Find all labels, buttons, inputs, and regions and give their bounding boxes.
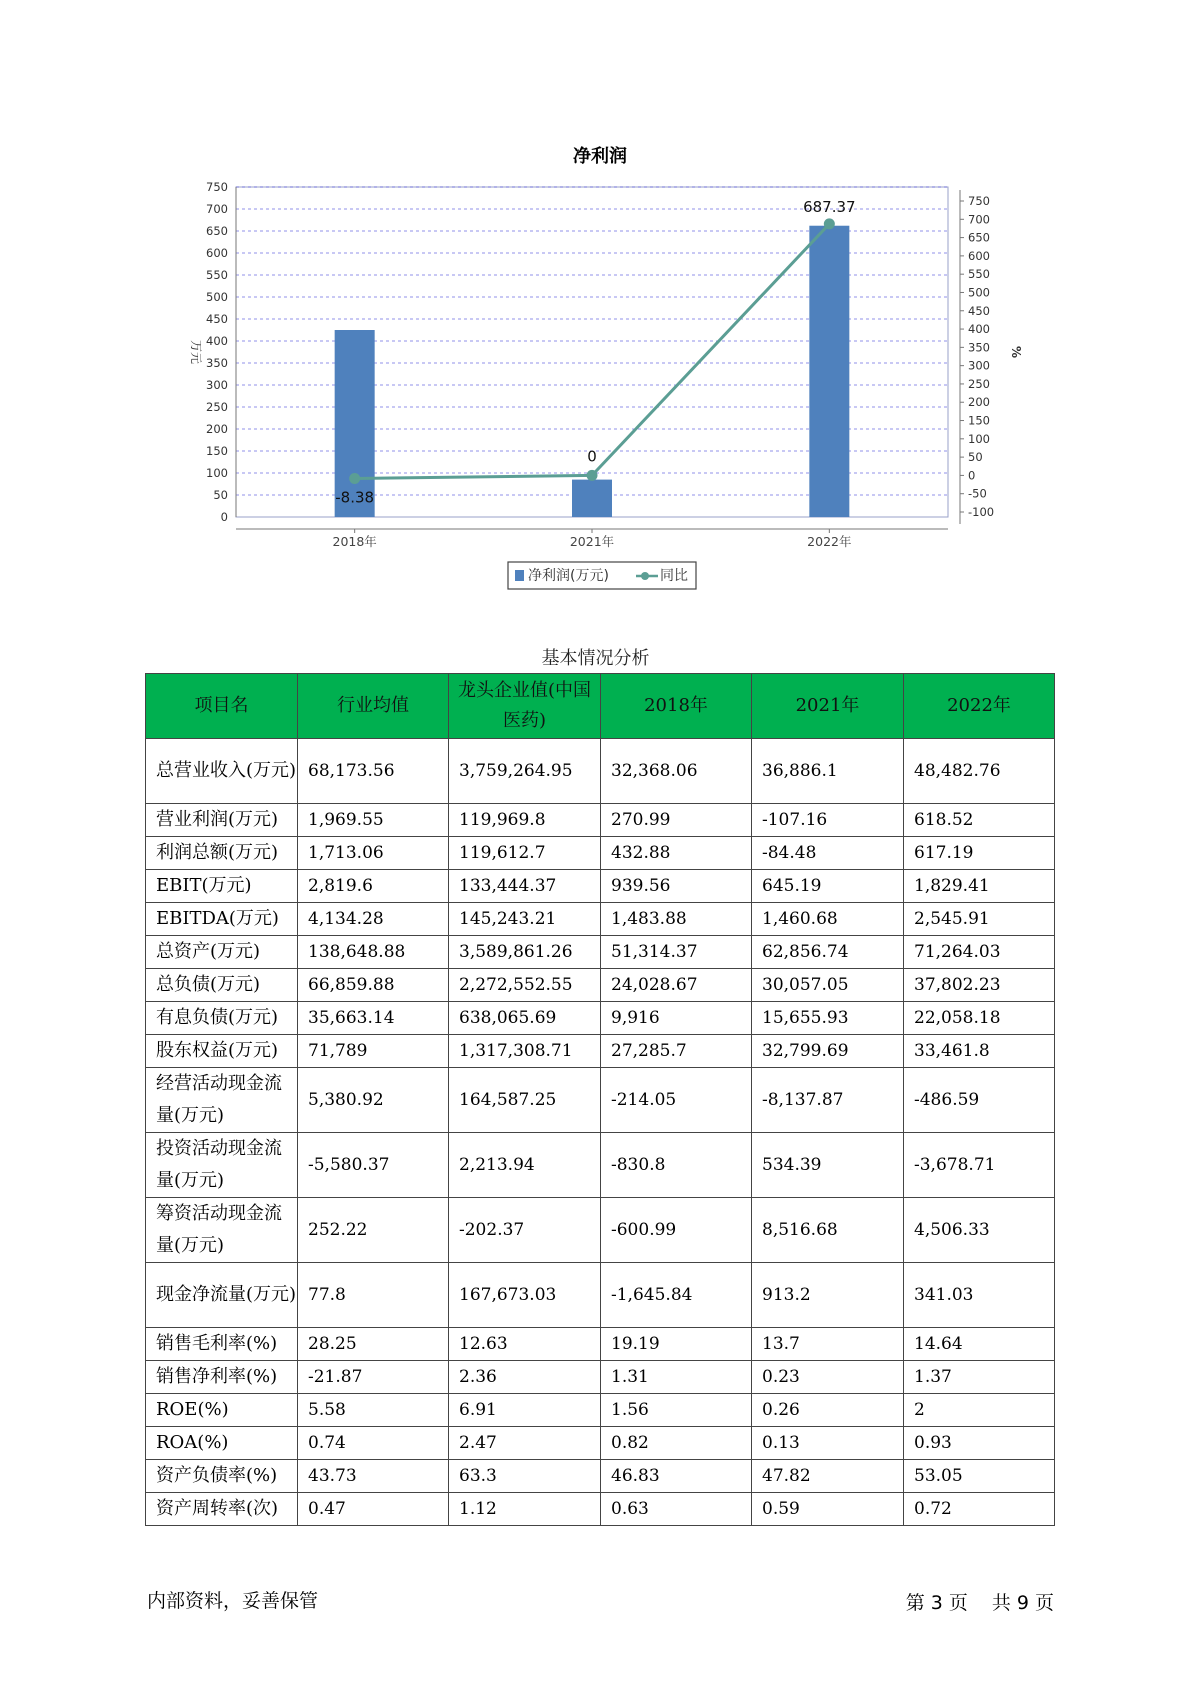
value-cell: 645.19 — [752, 870, 904, 903]
y2-tick-label: 550 — [968, 267, 990, 282]
value-cell: -3,678.71 — [904, 1133, 1055, 1198]
y-tick-label: 650 — [206, 224, 228, 238]
value-cell: 617.19 — [904, 837, 1055, 870]
point-yoy — [587, 470, 598, 481]
value-cell: 1,969.55 — [298, 804, 449, 837]
total-suffix: 页 — [1034, 1592, 1054, 1614]
value-cell: 119,612.7 — [449, 837, 601, 870]
value-cell: 0.72 — [904, 1493, 1055, 1526]
value-cell: 0.47 — [298, 1493, 449, 1526]
value-cell: 1.56 — [601, 1394, 752, 1427]
value-cell: 1.12 — [449, 1493, 601, 1526]
value-cell: 534.39 — [752, 1133, 904, 1198]
value-cell: 2,819.6 — [298, 870, 449, 903]
value-cell: 22,058.18 — [904, 1002, 1055, 1035]
value-cell: 71,789 — [298, 1035, 449, 1068]
value-cell: -600.99 — [601, 1198, 752, 1263]
value-cell: 1,483.88 — [601, 903, 752, 936]
value-cell: 66,859.88 — [298, 969, 449, 1002]
basic-analysis-table — [145, 673, 1055, 1526]
value-cell: 145,243.21 — [449, 903, 601, 936]
value-cell: 2,213.94 — [449, 1133, 601, 1198]
value-cell: 0.74 — [298, 1427, 449, 1460]
total-pages: 9 — [1016, 1592, 1029, 1614]
table-row — [146, 870, 1055, 903]
header-2021: 2021年 — [752, 674, 904, 739]
value-cell: 30,057.05 — [752, 969, 904, 1002]
table-row — [146, 903, 1055, 936]
table-header-row — [146, 674, 1055, 739]
y-tick-label: 250 — [206, 400, 228, 414]
value-cell: 0.23 — [752, 1361, 904, 1394]
value-cell: 913.2 — [752, 1263, 904, 1328]
row-label-cell: 利润总额(万元) — [146, 837, 298, 870]
value-cell: 432.88 — [601, 837, 752, 870]
value-cell: -8,137.87 — [752, 1068, 904, 1133]
value-cell: 19.19 — [601, 1328, 752, 1361]
table-row — [146, 1493, 1055, 1526]
row-label-cell: 有息负债(万元) — [146, 1002, 298, 1035]
value-cell: -84.48 — [752, 837, 904, 870]
legend-swatch-point — [641, 572, 649, 580]
footer-confidential-note: 内部资料，妥善保管 — [147, 1590, 319, 1612]
y2-axis-label: % — [1009, 345, 1023, 359]
y-axis-label: 万元 — [189, 339, 203, 365]
value-cell: 5,380.92 — [298, 1068, 449, 1133]
value-cell: 4,506.33 — [904, 1198, 1055, 1263]
table-row — [146, 1460, 1055, 1493]
row-label-cell: 销售毛利率(%) — [146, 1328, 298, 1361]
y-tick-label: 200 — [206, 422, 228, 436]
value-cell: 51,314.37 — [601, 936, 752, 969]
value-cell: 2,272,552.55 — [449, 969, 601, 1002]
value-cell: -830.8 — [601, 1133, 752, 1198]
table-row — [146, 1002, 1055, 1035]
legend-swatch-bar — [515, 570, 524, 581]
header-item-name: 项目名 — [146, 674, 298, 739]
row-label-cell: 筹资活动现金流量(万元) — [146, 1198, 298, 1263]
value-cell: 77.8 — [298, 1263, 449, 1328]
value-cell: 618.52 — [904, 804, 1055, 837]
row-label-cell: EBITDA(万元) — [146, 903, 298, 936]
y2-tick-label: 650 — [968, 230, 990, 245]
value-cell: 252.22 — [298, 1198, 449, 1263]
row-label-cell: 投资活动现金流量(万元) — [146, 1133, 298, 1198]
value-cell: 47.82 — [752, 1460, 904, 1493]
y2-tick-label: 0 — [968, 468, 976, 483]
value-cell: 6.91 — [449, 1394, 601, 1427]
value-cell: 1.31 — [601, 1361, 752, 1394]
header-leader-value: 龙头企业值(中国医药) — [449, 674, 601, 739]
value-cell: 0.82 — [601, 1427, 752, 1460]
value-cell: 27,285.7 — [601, 1035, 752, 1068]
row-label-cell: 总营业收入(万元) — [146, 739, 298, 804]
row-label-cell: 资产负债率(%) — [146, 1460, 298, 1493]
value-cell: 1.37 — [904, 1361, 1055, 1394]
y2-tick-label: 300 — [968, 358, 990, 373]
page-current: 3 — [930, 1592, 943, 1614]
y2-tick-label: 500 — [968, 285, 990, 300]
value-cell: 3,759,264.95 — [449, 739, 601, 804]
total-prefix: 共 — [991, 1592, 1011, 1614]
y2-tick-label: 250 — [968, 376, 990, 391]
table-row — [146, 1394, 1055, 1427]
y2-tick-label: 450 — [968, 303, 990, 318]
row-label-cell: ROA(%) — [146, 1427, 298, 1460]
value-cell: 43.73 — [298, 1460, 449, 1493]
value-cell: 28.25 — [298, 1328, 449, 1361]
data-label-yoy: 0 — [587, 447, 597, 466]
value-cell: 9,916 — [601, 1002, 752, 1035]
table-row — [146, 1198, 1055, 1263]
value-cell: 1,829.41 — [904, 870, 1055, 903]
value-cell: -21.87 — [298, 1361, 449, 1394]
table-row — [146, 1427, 1055, 1460]
table-row — [146, 1263, 1055, 1328]
y-tick-label: 550 — [206, 268, 228, 282]
y2-tick-label: 350 — [968, 340, 990, 355]
legend-label-line: 同比 — [660, 568, 688, 584]
value-cell: 2.47 — [449, 1427, 601, 1460]
value-cell: 48,482.76 — [904, 739, 1055, 804]
page-suffix: 页 — [948, 1592, 968, 1614]
value-cell: 2.36 — [449, 1361, 601, 1394]
point-yoy — [349, 473, 360, 484]
y-tick-label: 700 — [206, 202, 228, 216]
value-cell: 8,516.68 — [752, 1198, 904, 1263]
footer-page-number — [900, 1588, 1054, 1615]
value-cell: 167,673.03 — [449, 1263, 601, 1328]
data-label-yoy: 687.37 — [803, 197, 856, 216]
y-tick-label: 0 — [220, 510, 228, 524]
value-cell: 939.56 — [601, 870, 752, 903]
header-2022: 2022年 — [904, 674, 1055, 739]
value-cell: 32,799.69 — [752, 1035, 904, 1068]
line-yoy — [355, 224, 830, 479]
value-cell: 119,969.8 — [449, 804, 601, 837]
value-cell: 164,587.25 — [449, 1068, 601, 1133]
value-cell: 12.63 — [449, 1328, 601, 1361]
value-cell: 638,065.69 — [449, 1002, 601, 1035]
value-cell: 1,460.68 — [752, 903, 904, 936]
net-profit-chart — [0, 0, 1191, 600]
point-yoy — [824, 218, 835, 229]
table-row — [146, 1068, 1055, 1133]
chart-title: 净利润 — [573, 146, 627, 167]
table-row — [146, 969, 1055, 1002]
value-cell: 133,444.37 — [449, 870, 601, 903]
value-cell: 32,368.06 — [601, 739, 752, 804]
y2-tick-label: 50 — [968, 450, 983, 465]
value-cell: -486.59 — [904, 1068, 1055, 1133]
y2-tick-label: 400 — [968, 322, 990, 337]
value-cell: 0.13 — [752, 1427, 904, 1460]
y-tick-label: 350 — [206, 356, 228, 370]
row-label-cell: 总负债(万元) — [146, 969, 298, 1002]
y-tick-label: 150 — [206, 444, 228, 458]
value-cell: 341.03 — [904, 1263, 1055, 1328]
row-label-cell: 营业利润(万元) — [146, 804, 298, 837]
value-cell: 0.59 — [752, 1493, 904, 1526]
y2-tick-label: -100 — [968, 505, 995, 519]
y2-tick-label: 700 — [968, 212, 990, 227]
header-industry-avg: 行业均值 — [298, 674, 449, 739]
value-cell: 24,028.67 — [601, 969, 752, 1002]
y-tick-label: 750 — [206, 180, 228, 194]
bar-net-profit — [572, 480, 612, 517]
value-cell: 68,173.56 — [298, 739, 449, 804]
value-cell: 62,856.74 — [752, 936, 904, 969]
value-cell: 270.99 — [601, 804, 752, 837]
row-label-cell: ROE(%) — [146, 1394, 298, 1427]
value-cell: 36,886.1 — [752, 739, 904, 804]
y-tick-label: 450 — [206, 312, 228, 326]
x-tick-label: 2021年 — [569, 534, 615, 549]
y2-tick-label: 150 — [968, 413, 990, 428]
row-label-cell: 总资产(万元) — [146, 936, 298, 969]
value-cell: 71,264.03 — [904, 936, 1055, 969]
row-label-cell: 经营活动现金流量(万元) — [146, 1068, 298, 1133]
row-label-cell: EBIT(万元) — [146, 870, 298, 903]
net-profit-chart-svg — [0, 0, 1191, 600]
table-row — [146, 739, 1055, 804]
row-label-cell: 现金净流量(万元) — [146, 1263, 298, 1328]
value-cell: -202.37 — [449, 1198, 601, 1263]
row-label-cell: 股东权益(万元) — [146, 1035, 298, 1068]
value-cell: 14.64 — [904, 1328, 1055, 1361]
table-caption: 基本情况分析 — [541, 648, 650, 669]
value-cell: 46.83 — [601, 1460, 752, 1493]
table-row — [146, 936, 1055, 969]
value-cell: -5,580.37 — [298, 1133, 449, 1198]
value-cell: 53.05 — [904, 1460, 1055, 1493]
value-cell: 4,134.28 — [298, 903, 449, 936]
value-cell: 1,317,308.71 — [449, 1035, 601, 1068]
table-row — [146, 1035, 1055, 1068]
value-cell: -214.05 — [601, 1068, 752, 1133]
value-cell: 63.3 — [449, 1460, 601, 1493]
value-cell: 13.7 — [752, 1328, 904, 1361]
row-label-cell: 销售净利率(%) — [146, 1361, 298, 1394]
row-label-cell: 资产周转率(次) — [146, 1493, 298, 1526]
y-tick-label: 50 — [213, 488, 228, 502]
y-tick-label: 400 — [206, 334, 228, 348]
value-cell: 35,663.14 — [298, 1002, 449, 1035]
y-tick-label: 300 — [206, 378, 228, 392]
bar-net-profit — [809, 226, 849, 517]
table-row — [146, 804, 1055, 837]
y-tick-label: 600 — [206, 246, 228, 260]
value-cell: -1,645.84 — [601, 1263, 752, 1328]
value-cell: -107.16 — [752, 804, 904, 837]
table-row — [146, 1328, 1055, 1361]
data-label-yoy: -8.38 — [335, 488, 375, 507]
value-cell: 1,713.06 — [298, 837, 449, 870]
table-row — [146, 1133, 1055, 1198]
value-cell: 2,545.91 — [904, 903, 1055, 936]
value-cell: 33,461.8 — [904, 1035, 1055, 1068]
y2-tick-label: -50 — [968, 486, 987, 501]
value-cell: 0.63 — [601, 1493, 752, 1526]
x-tick-label: 2018年 — [332, 534, 377, 549]
value-cell: 0.26 — [752, 1394, 904, 1427]
y2-tick-label: 200 — [968, 395, 990, 410]
value-cell: 15,655.93 — [752, 1002, 904, 1035]
table-row — [146, 1361, 1055, 1394]
value-cell: 5.58 — [298, 1394, 449, 1427]
y2-tick-label: 750 — [968, 194, 990, 208]
header-2018: 2018年 — [601, 674, 752, 739]
y-tick-label: 100 — [206, 466, 228, 480]
legend-label-bar: 净利润(万元) — [528, 568, 609, 584]
x-tick-label: 2022年 — [807, 534, 852, 549]
y2-tick-label: 100 — [968, 431, 990, 446]
table-row — [146, 837, 1055, 870]
value-cell: 2 — [904, 1394, 1055, 1427]
value-cell: 37,802.23 — [904, 969, 1055, 1002]
value-cell: 138,648.88 — [298, 936, 449, 969]
y2-tick-label: 600 — [968, 248, 990, 263]
value-cell: 0.93 — [904, 1427, 1055, 1460]
y-tick-label: 500 — [206, 290, 228, 304]
page-prefix: 第 — [905, 1592, 925, 1614]
value-cell: 3,589,861.26 — [449, 936, 601, 969]
